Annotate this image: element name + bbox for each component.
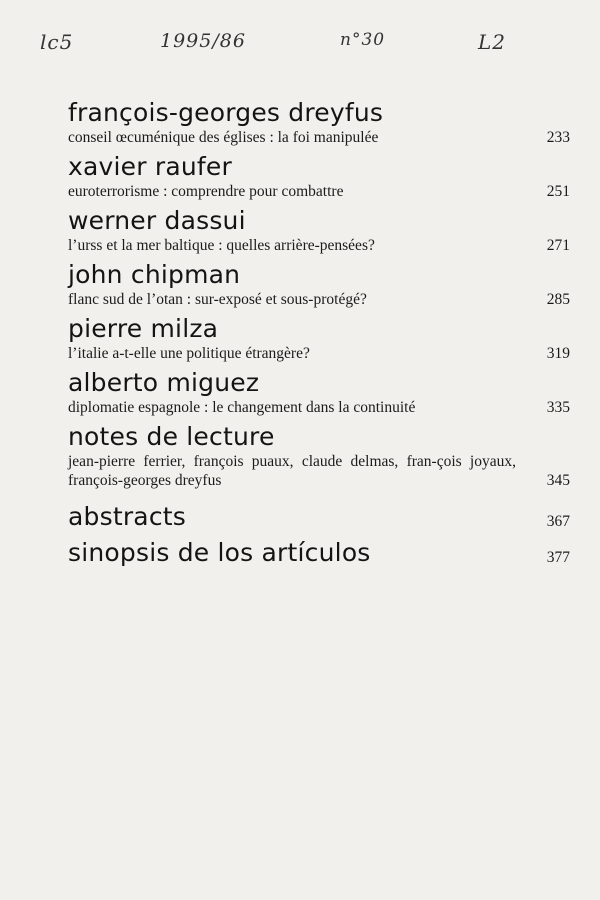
toc-title: flanc sud de l’otan : sur-exposé et sous-protégé? <box>68 291 367 308</box>
toc-title: jean-pierre ferrier, françois puaux, claude delmas, fran-çois joyaux, françois-georges dreyfus <box>68 453 516 489</box>
toc-author: john chipman <box>68 260 241 289</box>
toc-page-number: 285 <box>546 291 570 308</box>
toc-page-number: 319 <box>546 345 570 362</box>
toc-entry <box>68 206 570 255</box>
handwritten-note-date: 1995/86 <box>160 30 246 52</box>
handwritten-note-number: n°30 <box>340 30 386 50</box>
toc-title: euroterrorisme : comprendre pour combattre <box>68 183 344 200</box>
toc-title: conseil œcuménique des églises : la foi manipulée <box>68 129 379 146</box>
handwritten-note-left: lc5 <box>40 30 74 54</box>
toc-page-number: 233 <box>546 129 570 146</box>
handwritten-note-right: L2 <box>478 30 507 54</box>
toc-entry <box>68 260 570 309</box>
toc-author: xavier raufer <box>68 152 232 181</box>
toc-entry <box>68 98 570 147</box>
toc-page-number: 367 <box>546 513 570 530</box>
toc-author: abstracts <box>68 502 186 531</box>
toc-page-number: 335 <box>546 399 570 416</box>
toc-author: alberto miguez <box>68 368 260 397</box>
toc-page-number: 377 <box>546 549 570 566</box>
table-of-contents <box>68 98 570 568</box>
toc-page-number: 345 <box>546 472 570 489</box>
toc-author: sinopsis de los artículos <box>68 538 371 567</box>
toc-author: françois-georges dreyfus <box>68 98 384 127</box>
toc-entry-abstracts <box>68 502 570 532</box>
toc-author: werner dassui <box>68 206 246 235</box>
toc-title: l’italie a-t-elle une politique étrangère? <box>68 345 310 362</box>
toc-entry <box>68 368 570 417</box>
toc-title: l’urss et la mer baltique : quelles arrière-pensées? <box>68 237 375 254</box>
toc-entry <box>68 314 570 363</box>
toc-author: notes de lecture <box>68 422 275 451</box>
toc-title: diplomatie espagnole : le changement dans la continuité <box>68 399 416 416</box>
toc-page-number: 271 <box>546 237 570 254</box>
toc-entry-sinopsis <box>68 538 570 568</box>
toc-entry <box>68 422 570 490</box>
toc-entry <box>68 152 570 201</box>
toc-page-number: 251 <box>546 183 570 200</box>
toc-author: pierre milza <box>68 314 219 343</box>
